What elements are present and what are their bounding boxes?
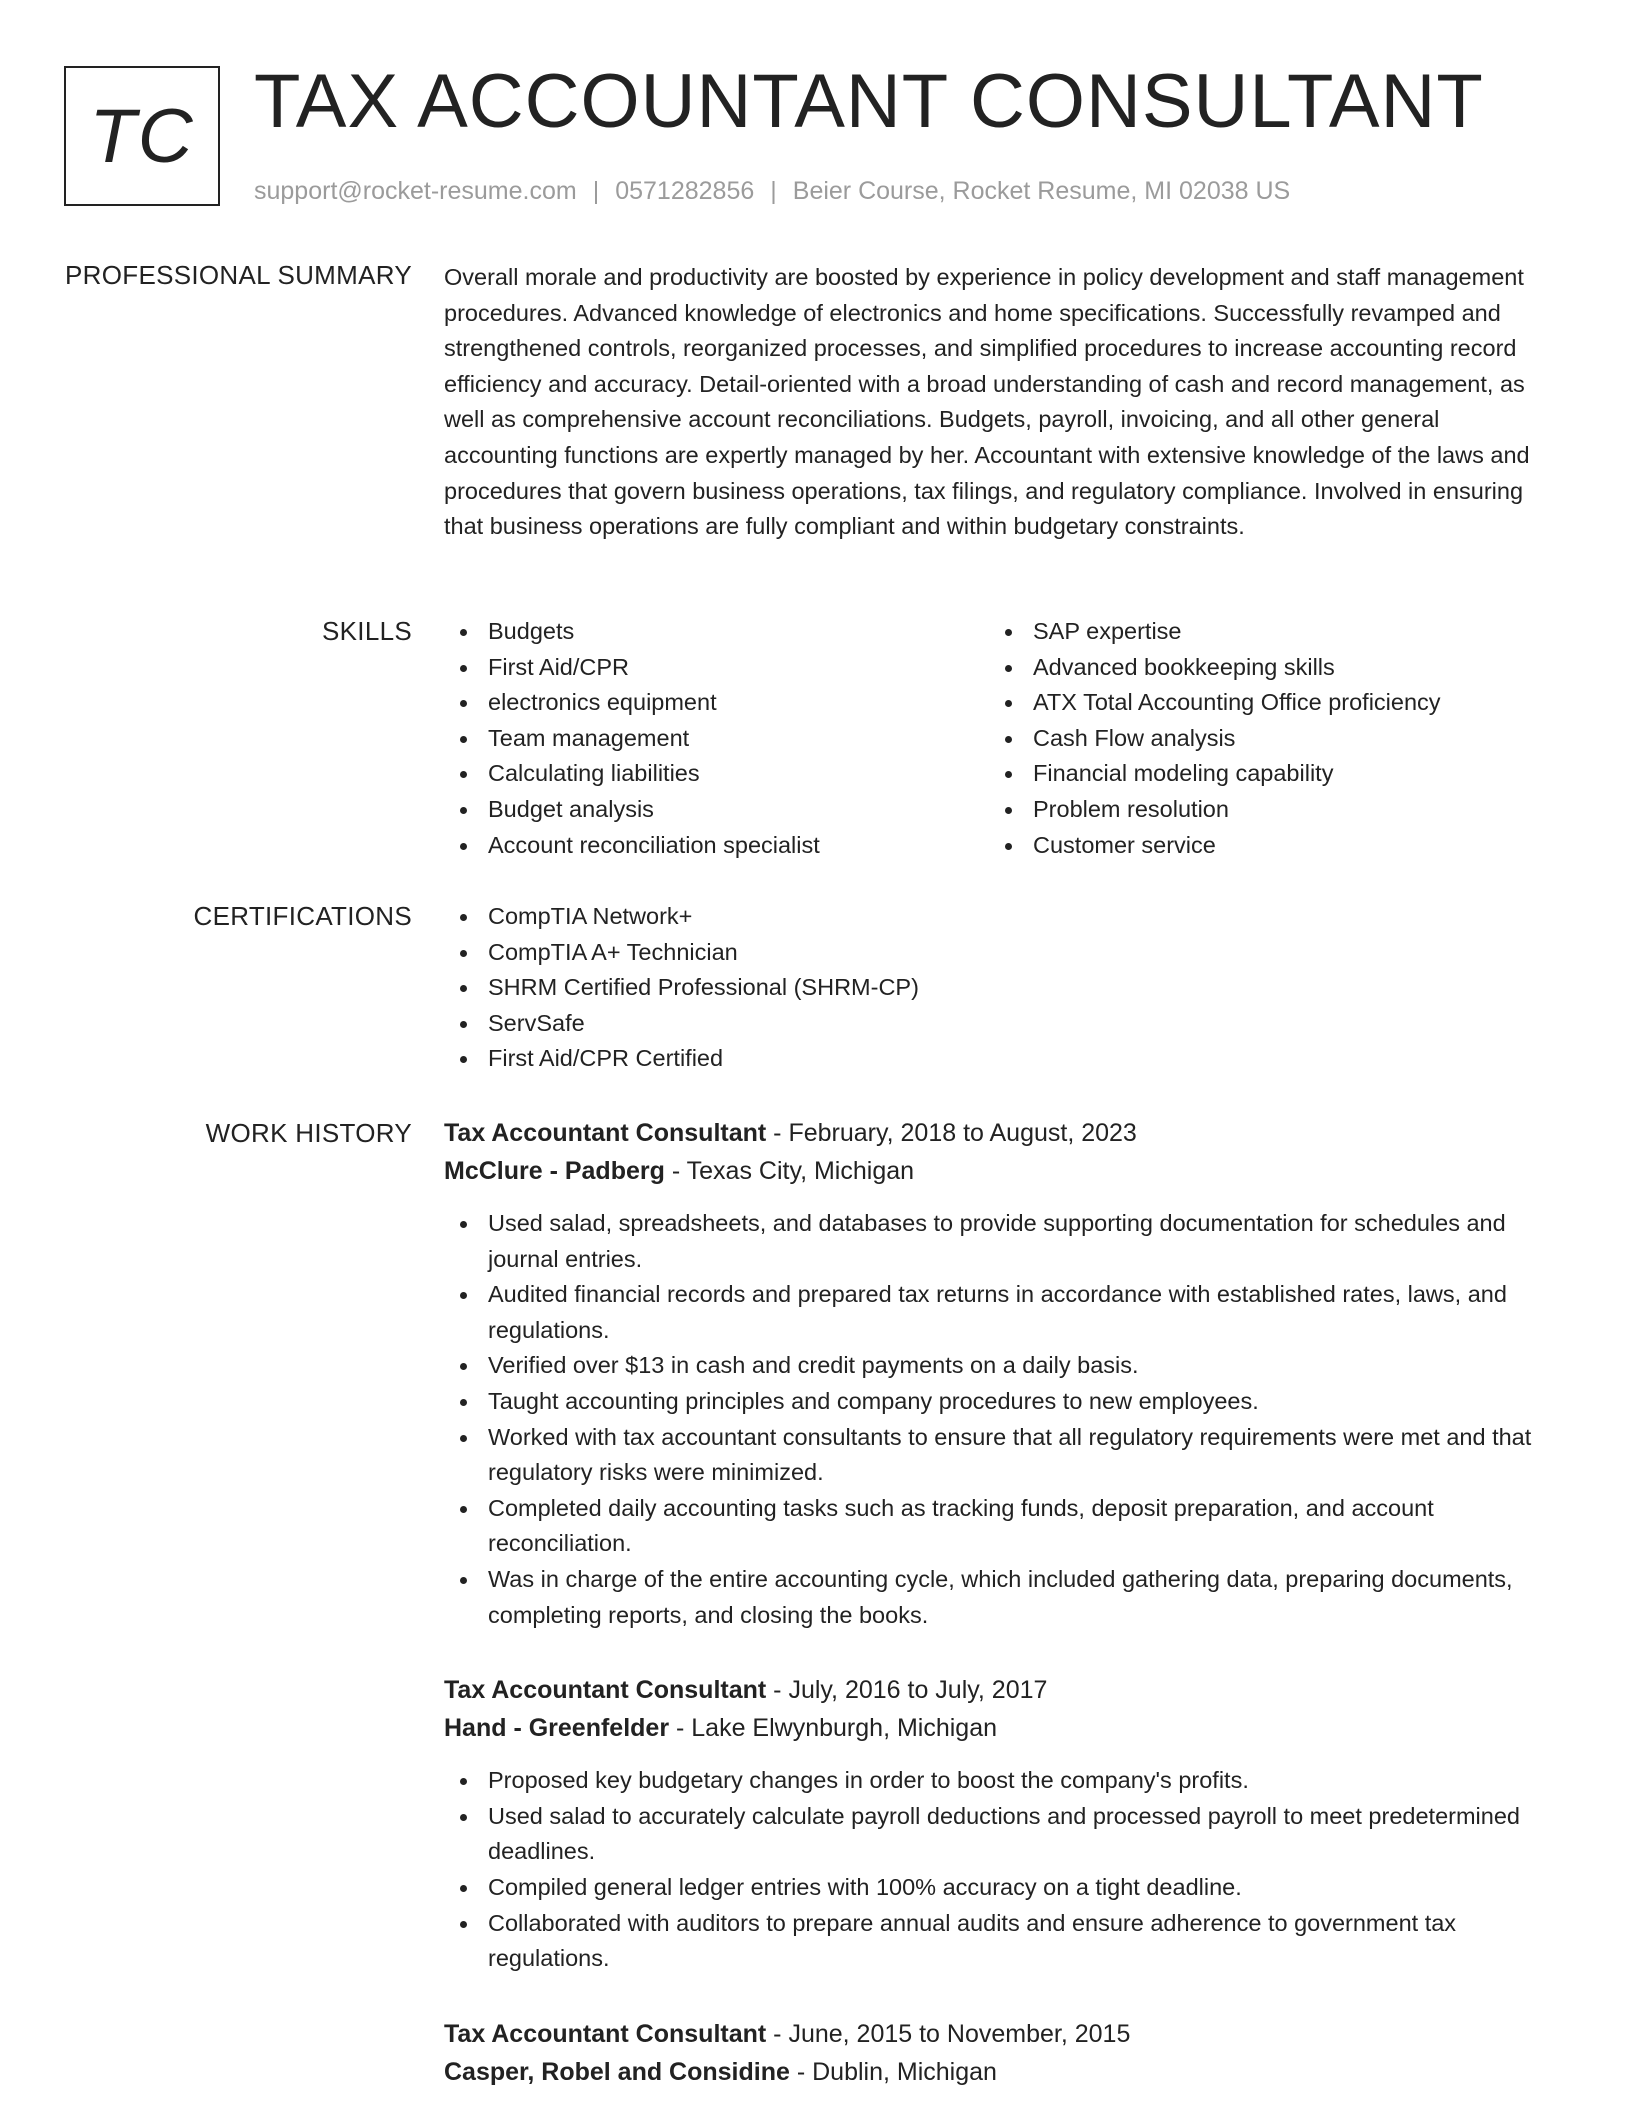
work-heading: WORK HISTORY xyxy=(205,1118,412,1148)
monogram-box xyxy=(64,66,220,206)
job-entry xyxy=(444,1114,1554,1633)
list-item: ATX Total Accounting Office proficiency xyxy=(989,685,1554,721)
job-title: Tax Accountant Consultant xyxy=(444,1676,767,1705)
job-entry xyxy=(444,1671,1554,1977)
skills-column-left xyxy=(444,614,989,863)
list-item: Cash Flow analysis xyxy=(989,721,1554,757)
list-item: SHRM Certified Professional (SHRM-CP) xyxy=(444,970,1554,1006)
job-company-line xyxy=(444,1709,1554,1747)
list-item: Budget analysis xyxy=(444,792,989,828)
contact-separator: | xyxy=(592,177,600,205)
list-item: SAP expertise xyxy=(989,614,1554,650)
list-item: electronics equipment xyxy=(444,685,989,721)
list-item: First Aid/CPR xyxy=(444,650,989,686)
contact-phone: 0571282856 xyxy=(615,177,755,205)
skills-heading: SKILLS xyxy=(322,616,412,646)
job-duties-list xyxy=(444,1206,1554,1633)
contact-separator: | xyxy=(770,177,777,205)
summary-heading: PROFESSIONAL SUMMARY xyxy=(65,260,412,290)
list-item: ServSafe xyxy=(444,1006,1554,1042)
job-title: Tax Accountant Consultant xyxy=(444,1119,767,1147)
skills-column-right xyxy=(989,614,1554,863)
job-dates: - July, 2016 to July, 2017 xyxy=(766,1676,1048,1705)
list-item: Taught accounting principles and company procedures to new employees. xyxy=(444,1384,1554,1420)
list-item: Used salad to accurately calculate payroll deductions and processed payroll to meet predetermined deadlines. xyxy=(444,1799,1554,1870)
certifications-list xyxy=(444,899,1554,1077)
job-company-line xyxy=(444,1152,1554,1190)
summary-text: Overall morale and productivity are boosted by experience in policy development and staff management procedures. Advanced knowledge of electronics and home specifications. Successfully revamped and strengthened controls, reorganized processes, and simplified procedures to increase accounting record efficiency and accuracy. Detail-oriented with a broad understanding of cash and record management, as well as comprehensive account reconciliations. Budgets, payroll, invoicing, and all other general accounting functions are expertly managed by her. Accountant with extensive knowledge of the laws and procedures that govern business operations, tax filings, and regulatory compliance. Involved in ensuring that business operations are fully compliant and within budgetary constraints. xyxy=(444,264,1530,540)
list-item: Collaborated with auditors to prepare annual audits and ensure adherence to government tax regulations. xyxy=(444,1906,1554,1977)
contact-email: support@rocket-resume.com xyxy=(254,177,577,205)
job-title-line xyxy=(444,2015,1554,2053)
list-item: Used salad, spreadsheets, and databases to provide supporting documentation for schedules and journal entries. xyxy=(444,1206,1554,1277)
job-dates: - June, 2015 to November, 2015 xyxy=(766,2019,1131,2048)
job-location: - Texas City, Michigan xyxy=(664,1157,915,1185)
list-item: Budgets xyxy=(444,614,989,650)
job-company: Hand - Greenfelder xyxy=(444,1714,670,1743)
list-item: Advanced bookkeeping skills xyxy=(989,650,1554,686)
job-duties-list xyxy=(444,1763,1554,1977)
job-title: Tax Accountant Consultant xyxy=(444,2019,767,2048)
list-item: Calculating liabilities xyxy=(444,756,989,792)
summary-body xyxy=(444,260,1554,545)
job-entry xyxy=(444,2015,1554,2091)
list-item: Verified over $13 in cash and credit payments on a daily basis. xyxy=(444,1348,1554,1384)
candidate-name: TAX ACCOUNTANT CONSULTANT xyxy=(254,59,1484,144)
job-company: McClure - Padberg xyxy=(444,1157,665,1185)
certifications-body xyxy=(444,899,1554,1077)
contact-line xyxy=(254,175,1290,207)
list-item: CompTIA Network+ xyxy=(444,899,1554,935)
list-item: Financial modeling capability xyxy=(989,756,1554,792)
monogram-initials: TC xyxy=(89,93,195,179)
list-item: Worked with tax accountant consultants to ensure that all regulatory requirements were met and that regulatory risks were minimized. xyxy=(444,1420,1554,1491)
certifications-heading: CERTIFICATIONS xyxy=(193,901,412,931)
job-title-line xyxy=(444,1671,1554,1709)
list-item: Team management xyxy=(444,721,989,757)
list-item: Account reconciliation specialist xyxy=(444,828,989,864)
job-title-line xyxy=(444,1114,1554,1152)
list-item: Problem resolution xyxy=(989,792,1554,828)
skills-body xyxy=(444,614,1554,863)
job-company-line xyxy=(444,2053,1554,2091)
job-company: Casper, Robel and Considine xyxy=(444,2057,790,2086)
list-item: Completed daily accounting tasks such as tracking funds, deposit preparation, and account reconciliation. xyxy=(444,1491,1554,1562)
job-location: - Dublin, Michigan xyxy=(789,2057,997,2086)
list-item: Audited financial records and prepared tax returns in accordance with established rates, laws, and regulations. xyxy=(444,1277,1554,1348)
list-item: Was in charge of the entire accounting cycle, which included gathering data, preparing documents, completing reports, and closing the books. xyxy=(444,1562,1554,1633)
list-item: First Aid/CPR Certified xyxy=(444,1041,1554,1077)
work-body xyxy=(444,1114,1554,2112)
list-item: Compiled general ledger entries with 100% accuracy on a tight deadline. xyxy=(444,1870,1554,1906)
list-item: Proposed key budgetary changes in order to boost the company's profits. xyxy=(444,1763,1554,1799)
list-item: Customer service xyxy=(989,828,1554,864)
contact-address: Beier Course, Rocket Resume, MI 02038 US xyxy=(792,177,1291,205)
job-location: - Lake Elwynburgh, Michigan xyxy=(669,1714,998,1743)
job-dates: - February, 2018 to August, 2023 xyxy=(766,1119,1137,1147)
list-item: CompTIA A+ Technician xyxy=(444,935,1554,971)
